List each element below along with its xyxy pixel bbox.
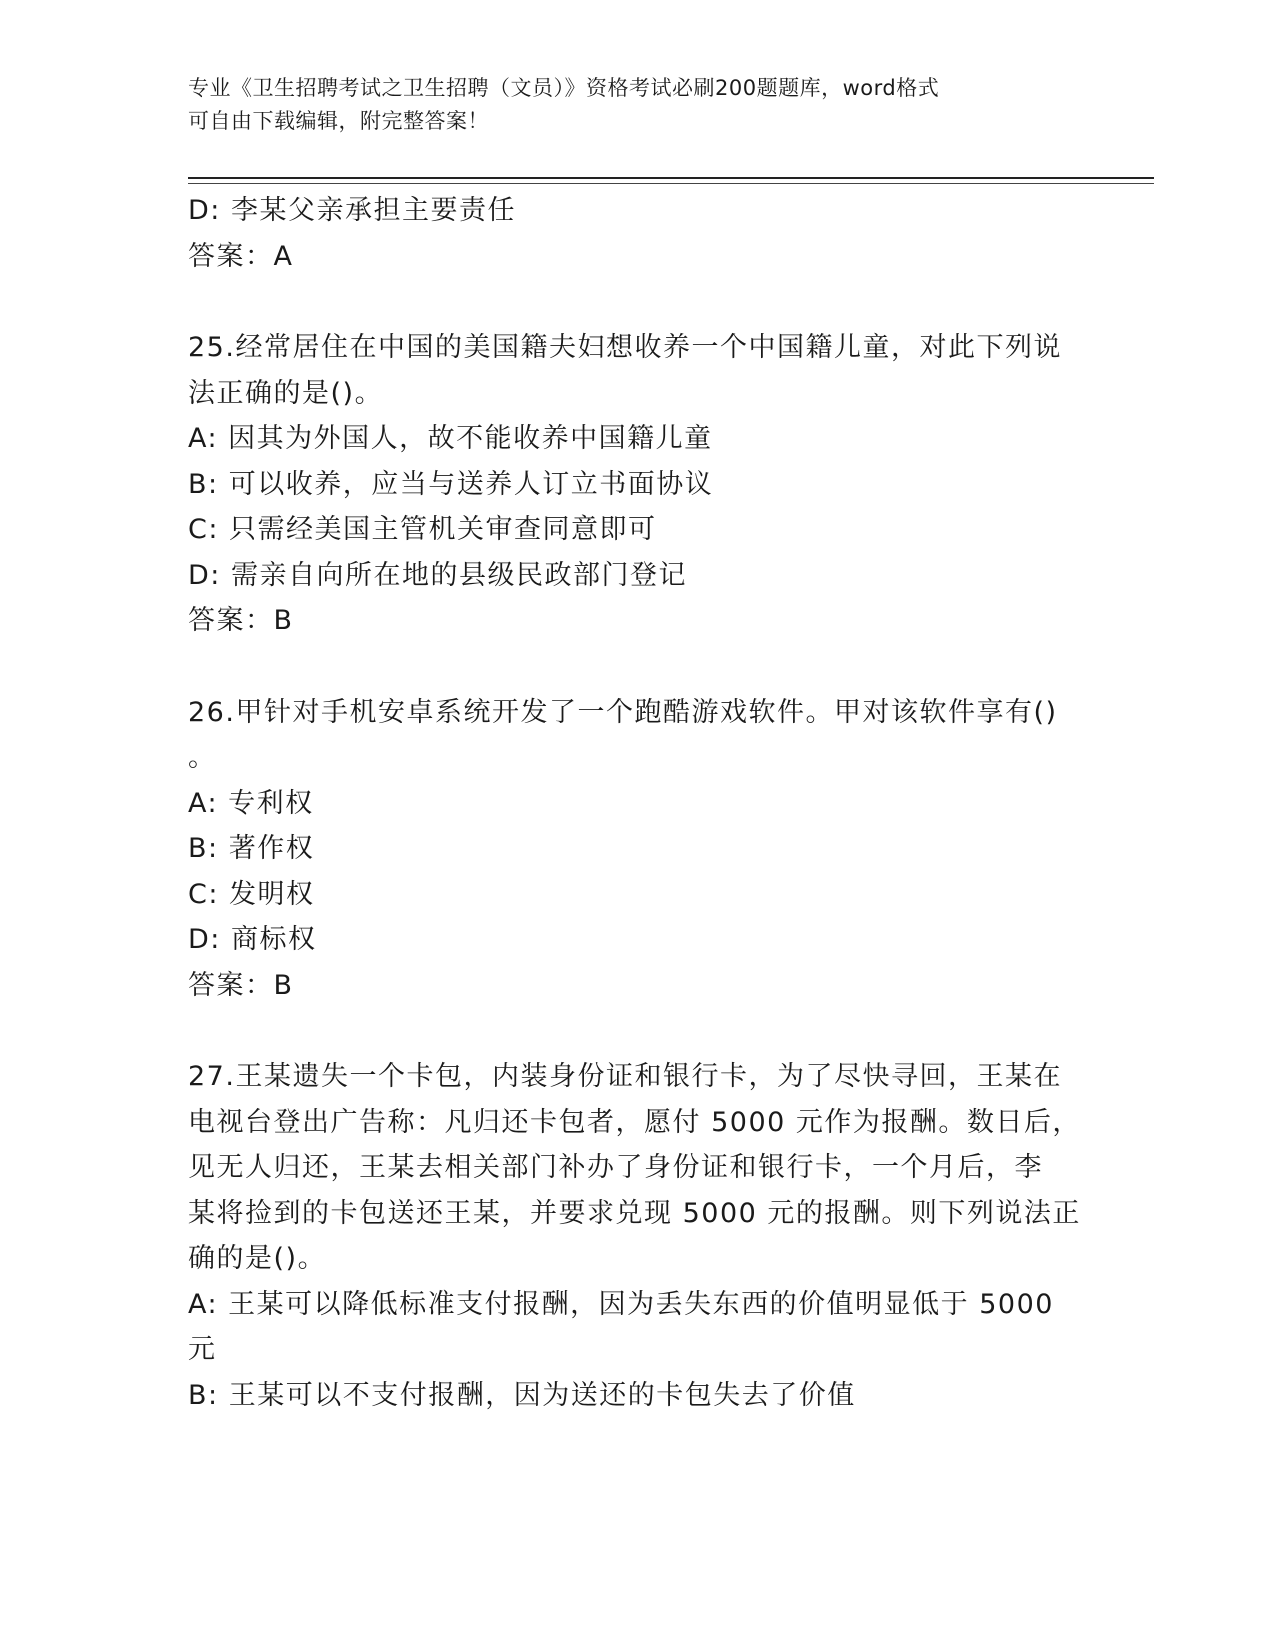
q26-answer: 答案：B <box>188 969 294 1001</box>
prev-answer: 答案：A <box>188 240 294 272</box>
spacer <box>188 644 1088 690</box>
q26-stem-line: 26.甲针对手机安卓系统开发了一个跑酷游戏软件。甲对该软件享有() <box>188 696 1058 728</box>
q27-stem-line: 见无人归还，王某去相关部门补办了身份证和银行卡，一个月后，李 <box>188 1152 1043 1183</box>
header-line-2: 可自由下载编辑，附完整答案！ <box>188 109 489 133</box>
header-rule-thick <box>188 177 1154 179</box>
header-line-1: 专业《卫生招聘考试之卫生招聘（文员）》资格考试必刷200题题库，word格式 <box>188 76 940 100</box>
q25-option-a: A: 因其为外国人，故不能收养中国籍儿童 <box>188 423 713 454</box>
q27-stem-line: 27.王某遗失一个卡包，内装身份证和银行卡，为了尽快寻回，王某在 <box>188 1061 1062 1092</box>
q26-option-a: A: 专利权 <box>188 787 314 819</box>
q26-option-c: C: 发明权 <box>188 878 315 910</box>
spacer <box>188 1008 1088 1054</box>
q27-option-a-continued: 元 <box>188 1334 217 1365</box>
q25-answer: 答案：B <box>188 605 294 636</box>
prev-option-d: D: 李某父亲承担主要责任 <box>188 195 516 226</box>
q27-option-b: B: 王某可以不支付报酬，因为送还的卡包失去了价值 <box>188 1379 856 1411</box>
q27-option-a: A: 王某可以降低标准支付报酬，因为丢失东西的价值明显低于 5000 <box>188 1288 1054 1320</box>
q27-stem-line: 确的是()。 <box>188 1243 327 1274</box>
q25-option-c: C: 只需经美国主管机关审查同意即可 <box>188 514 657 545</box>
spacer <box>188 279 1088 325</box>
question-content <box>188 188 1088 1418</box>
q26-option-d: D: 商标权 <box>188 924 317 955</box>
q25-option-b: B: 可以收养，应当与送养人订立书面协议 <box>188 468 714 500</box>
q26-stem-line: 。 <box>188 742 217 773</box>
q27-stem-line: 某将捡到的卡包送还王某，并要求兑现 5000 元的报酬。则下列说法正 <box>188 1197 1081 1229</box>
q27-stem-line: 电视台登出广告称：凡归还卡包者，愿付 5000 元作为报酬。数日后， <box>188 1106 1081 1138</box>
q25-stem-line: 法正确的是()。 <box>188 377 384 409</box>
q25-option-d: D: 需亲自向所在地的县级民政部门登记 <box>188 559 687 591</box>
document-header <box>188 72 1068 138</box>
q26-option-b: B: 著作权 <box>188 833 315 864</box>
header-rule-thin <box>188 183 1154 184</box>
q25-stem-line: 25.经常居住在中国的美国籍夫妇想收养一个中国籍儿童，对此下列说 <box>188 332 1062 363</box>
